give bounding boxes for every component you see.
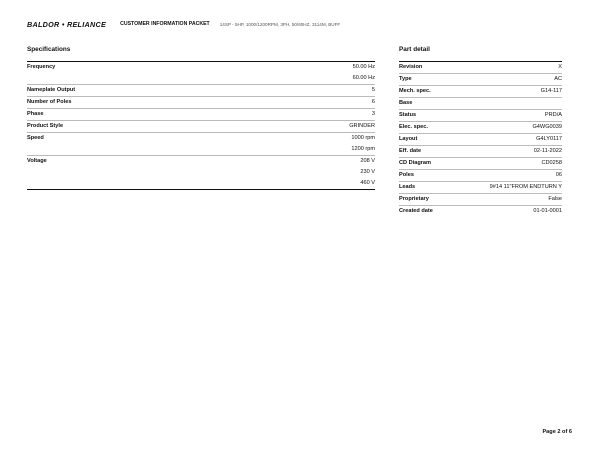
detail-label: Layout (399, 134, 465, 146)
spec-row-product-style (27, 121, 375, 133)
spec-row-voltage-3 (27, 178, 375, 190)
spec-label: Frequency (27, 62, 207, 74)
spec-label: Voltage (27, 156, 207, 168)
page-header (27, 18, 340, 30)
spec-value: 1200 rpm (351, 146, 375, 152)
detail-row-elec-spec (399, 122, 562, 134)
detail-row-mech-spec (399, 86, 562, 98)
specifications-title: Specifications (27, 46, 71, 53)
spec-value: 6 (207, 97, 375, 109)
detail-label: Proprietary (399, 194, 465, 206)
part-detail-title: Part detail (399, 46, 430, 53)
detail-row-layout (399, 134, 562, 146)
detail-value: PRD/A (465, 110, 562, 122)
spec-row-frequency-2 (27, 73, 375, 85)
detail-row-type (399, 74, 562, 86)
detail-value: 06 (465, 170, 562, 182)
detail-row-base (399, 98, 562, 110)
document-title: CUSTOMER INFORMATION PACKET (120, 21, 210, 27)
part-detail-table (399, 61, 562, 217)
detail-row-eff-date (399, 146, 562, 158)
detail-label: Base (399, 98, 465, 110)
spec-label (27, 178, 207, 190)
spec-row-speed (27, 133, 375, 145)
detail-value: 02-11-2022 (465, 146, 562, 158)
detail-value (465, 98, 562, 110)
spec-value: 50.00 Hz (207, 62, 375, 74)
detail-label: Status (399, 110, 465, 122)
detail-label: Created date (399, 206, 465, 218)
spec-row-number-of-poles (27, 97, 375, 109)
detail-value: AC (465, 74, 562, 86)
detail-row-poles (399, 170, 562, 182)
spec-label (27, 167, 207, 178)
page-number: Page 2 of 6 (542, 429, 572, 435)
detail-value: 9#14 11"FROM ENDTURN Y (465, 182, 562, 194)
spec-label (27, 144, 207, 156)
spec-value: 60.00 Hz (352, 75, 375, 81)
spec-label: Speed (27, 133, 207, 145)
spec-value: 5 (207, 85, 375, 97)
spec-label (27, 73, 207, 85)
detail-value: G4LY0117 (465, 134, 562, 146)
detail-value: False (465, 194, 562, 206)
spec-value: 3 (207, 109, 375, 121)
baldor-reliance-logo: BALDOR • RELIANCE (27, 19, 107, 29)
spec-row-speed-2 (27, 144, 375, 156)
spec-label: Phase (27, 109, 207, 121)
spec-label: Nameplate Output (27, 85, 207, 97)
spec-label: Product Style (27, 121, 207, 133)
detail-label: Leads (399, 182, 465, 194)
detail-value: G4WG0039 (465, 122, 562, 134)
spec-value: 1000 rpm (207, 133, 375, 145)
spec-value: 230 V (360, 169, 375, 175)
specifications-table (27, 61, 375, 190)
spec-label: Number of Poles (27, 97, 207, 109)
detail-label: Poles (399, 170, 465, 182)
detail-label: Mech. spec. (399, 86, 465, 98)
detail-value: X (465, 62, 562, 74)
spec-row-phase (27, 109, 375, 121)
detail-row-status (399, 110, 562, 122)
detail-row-cd-diagram (399, 158, 562, 170)
spec-value: 208 V (207, 156, 375, 168)
detail-label: Elec. spec. (399, 122, 465, 134)
detail-value: CD0258 (465, 158, 562, 170)
detail-row-leads (399, 182, 562, 194)
detail-row-proprietary (399, 194, 562, 206)
detail-label: CD Diagram (399, 158, 465, 170)
spec-row-nameplate-output (27, 85, 375, 97)
detail-row-created-date (399, 206, 562, 218)
detail-label: Revision (399, 62, 465, 74)
spec-row-frequency (27, 62, 375, 74)
detail-label: Type (399, 74, 465, 86)
spec-row-voltage (27, 156, 375, 168)
detail-value: G14-117 (465, 86, 562, 98)
detail-label: Eff. date (399, 146, 465, 158)
detail-row-revision (399, 62, 562, 74)
document-subtitle: 14SP - 5HP, 1000/1200RPM, 3PH, 50/60HZ, 3114M, BUFF (219, 21, 341, 27)
spec-value: 460 V (207, 178, 375, 190)
spec-value: GRINDER (207, 121, 375, 133)
detail-value: 01-01-0001 (465, 206, 562, 218)
spec-row-voltage-2 (27, 167, 375, 178)
